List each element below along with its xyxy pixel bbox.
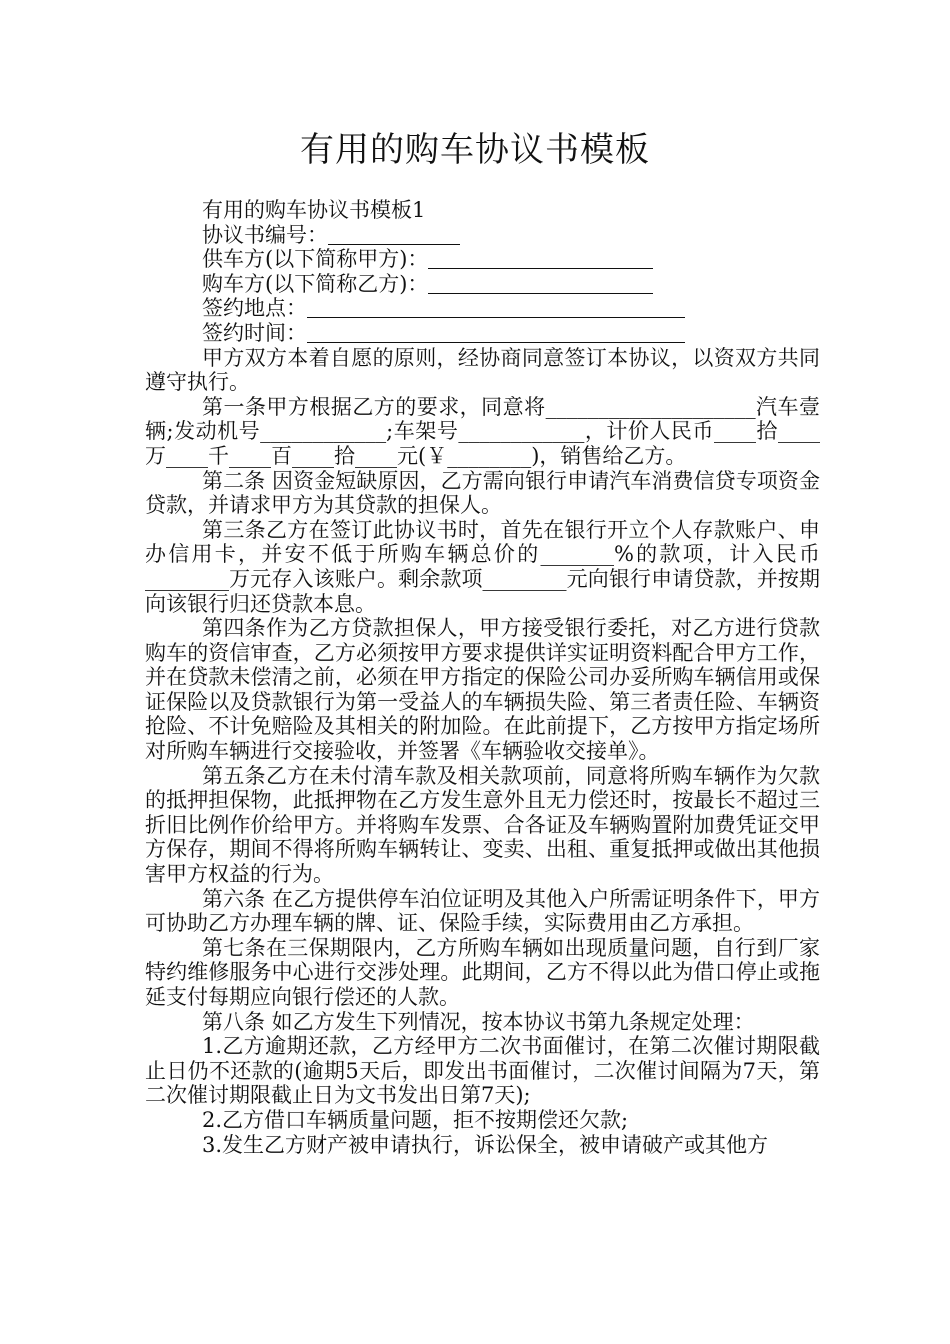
field-signing-time xyxy=(145,321,820,346)
page-title: 有用的购车协议书模板 xyxy=(300,130,650,170)
list-item-1: 1.乙方逾期还款，乙方经甲方二次书面催讨，在第二次催讨期限截止日仍不还款的(逾期5天后，即发出书面催讨，二次催讨间隔为7天，第二次催讨期限截止日为文书发出日第7天); xyxy=(145,1034,820,1108)
paragraph-article-3: 第三条乙方在签订此协议书时，首先在银行开立个人存款账户、申办信用卡，并安不低于所购车辆总价的_______%的款项，计入民币________万元存入该账户。剩余款项________元向银行申请贷款，并按期向该银行归还贷款本息。 xyxy=(145,517,820,616)
field-signing-place xyxy=(145,296,820,321)
field-label: 协议书编号： xyxy=(202,222,328,247)
field-label: 签约时间： xyxy=(202,320,307,345)
field-agreement-number xyxy=(145,223,820,248)
list-item-3: 3.发生乙方财产被申请执行，诉讼保全，被申请破产或其他方 xyxy=(202,1132,769,1157)
blank-line xyxy=(428,273,653,294)
paragraph-article-7: 第七条在三保期限内，乙方所购车辆如出现质量问题，自行到厂家特约维修服务中心进行交涉处理。此期间，乙方不得以此为借口停止或拖延支付每期应向银行偿还的人款。 xyxy=(145,935,820,1009)
field-label: 签约地点： xyxy=(202,296,307,321)
paragraph-article-6: 第六条 在乙方提供停车泊位证明及其他入户所需证明条件下，甲方可协助乙方办理车辆的牌、证、保险手续，实际费用由乙方承担。 xyxy=(145,886,820,936)
paragraph-article-8: 第八条 如乙方发生下列情况，按本协议书第九条规定处理： xyxy=(202,1009,755,1034)
field-label: 购车方(以下简称乙方)： xyxy=(202,271,429,296)
document-subtitle: 有用的购车协议书模板1 xyxy=(202,198,426,222)
paragraph-article-2: 第二条 因资金短缺原因，乙方需向银行申请汽车消费信贷专项资金贷款，并请求甲方为其贷款的担保人。 xyxy=(145,468,820,518)
paragraph-article-4: 第四条作为乙方贷款担保人，甲方接受银行委托，对乙方进行贷款购车的资信审查，乙方必须按甲方要求提供详实证明资料配合甲方工作，并在贷款未偿清之前，必须在甲方指定的保险公司办妥所购车辆信用或保证保险以及贷款银行为第一受益人的车辆损失险、第三者责任险、车辆资抢险、不计免赔险及其相关的附加险。在此前提下，乙方按甲方指定场所对所购车辆进行交接验收，并签署《车辆验收交接单》。 xyxy=(145,616,820,764)
list-item-2: 2.乙方借口车辆质量问题，拒不按期偿还欠款; xyxy=(202,1107,629,1132)
field-supplier xyxy=(145,247,820,272)
blank-line xyxy=(428,248,653,269)
paragraph-article-5: 第五条乙方在未付清车款及相关款项前，同意将所购车辆作为欠款的抵押担保物，此抵押物在乙方发生意外且无力偿还时，按最长不超过三折旧比例作价给甲方。并将购车发票、合各证及车辆购置附加费凭证交甲方保存，期间不得将所购车辆转让、变卖、出租、重复抵押或做出其他损害甲方权益的行为。 xyxy=(145,763,820,887)
field-label: 供车方(以下简称甲方)： xyxy=(202,247,429,272)
blank-line xyxy=(307,297,685,318)
document-body xyxy=(145,198,820,1157)
blank-line xyxy=(307,322,685,343)
paragraph-article-1: 第一条甲方根据乙方的要求，同意将____________________汽车壹辆;发动机号____________;车架号____________，计价人民币____拾____万____千____百____拾____元(￥________)，销售给乙方。 xyxy=(145,394,820,468)
paragraph-intro: 甲方双方本着自愿的原则，经协商同意签订本协议，以资双方共同遵守执行。 xyxy=(145,345,820,395)
blank-line xyxy=(328,224,460,245)
field-buyer xyxy=(145,272,820,297)
